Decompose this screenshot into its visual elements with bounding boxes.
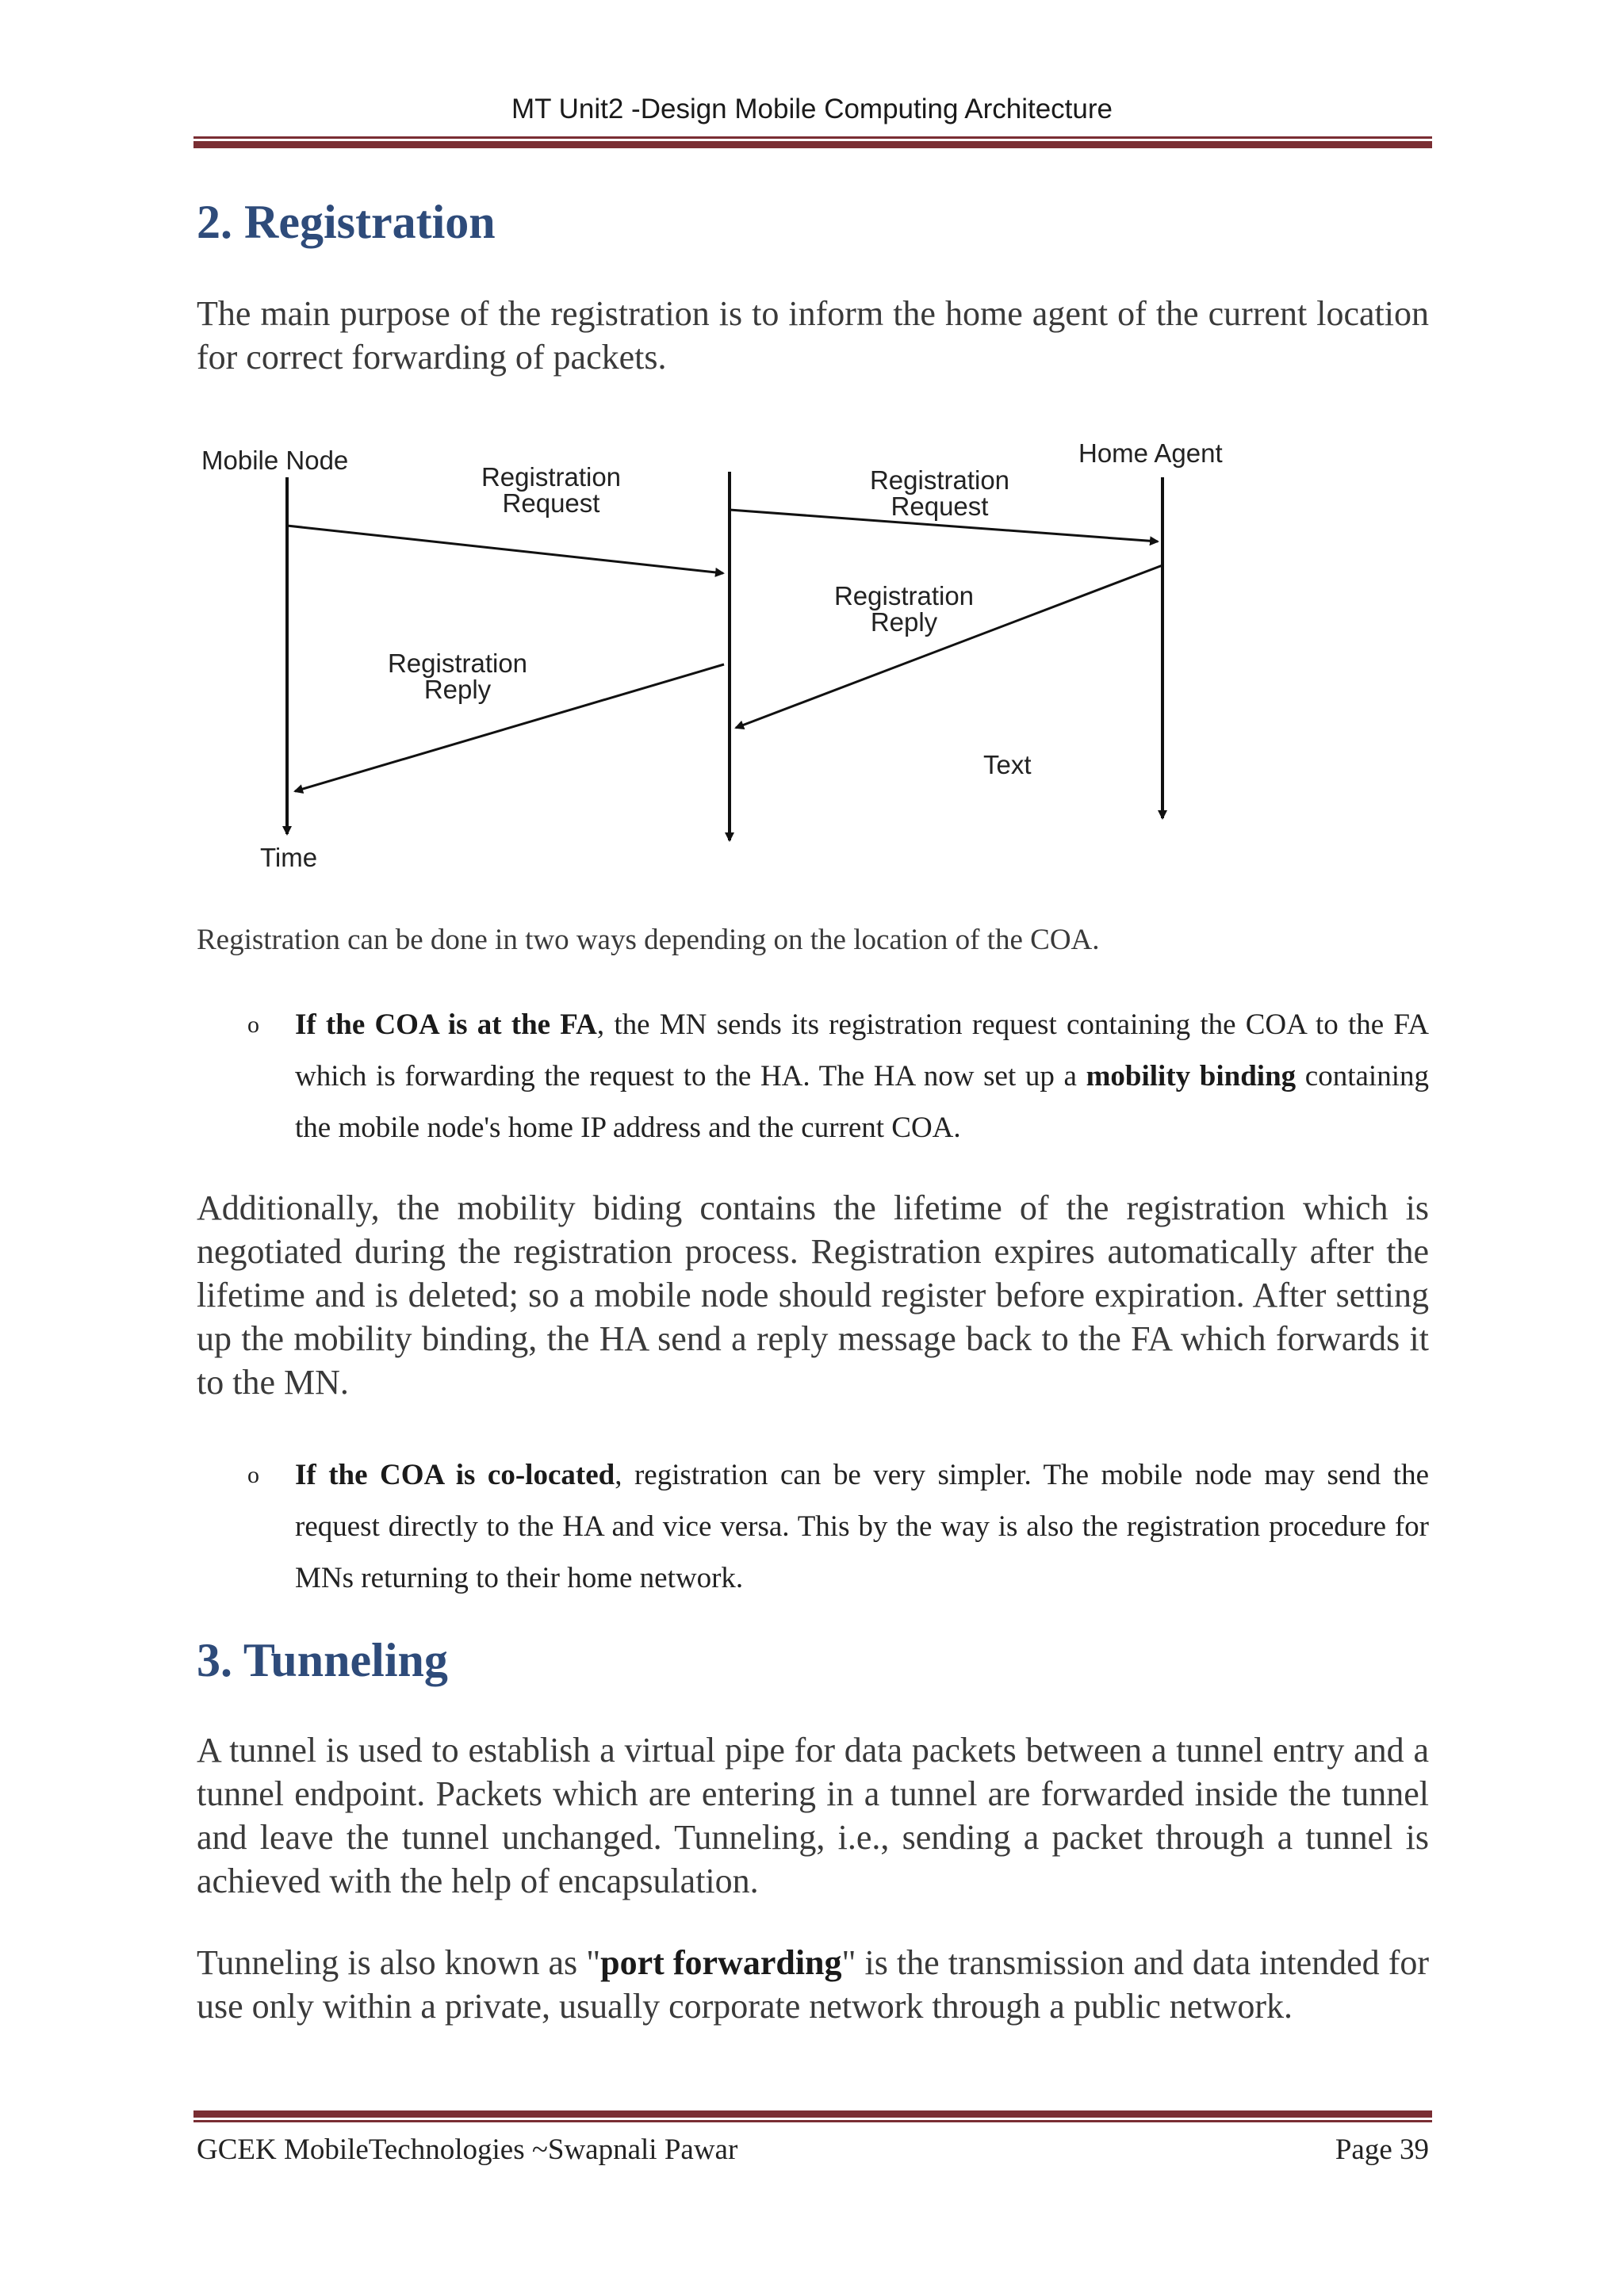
home-agent-label: Home Agent xyxy=(1078,438,1223,468)
registration-intro: The main purpose of the registration is to inform the home agent of the current location for correct forwarding of packets. xyxy=(197,294,1429,377)
bullet-1-text xyxy=(295,999,1429,1154)
request-1-label-line1: Registration xyxy=(481,462,622,492)
registration-ways-text: Registration can be done in two ways depending on the location of the COA. xyxy=(197,924,1100,956)
bullet-2-text xyxy=(295,1449,1429,1604)
bullet-1-bold-1: If the COA is at the FA xyxy=(295,1008,597,1041)
bullet-2-text-1: , registration can be very simpler. The mobile node may send the request directly to the HA and vice versa. This by the way is also the registration procedure for MNs returning to their home network. xyxy=(295,1459,1429,1594)
bullet-1-bold-2: mobility binding xyxy=(1086,1060,1297,1093)
reply-2-label-line2: Reply xyxy=(870,607,938,637)
tunneling-heading: 3. Tunneling xyxy=(197,1634,448,1686)
header-rule-thick xyxy=(193,141,1432,148)
bullet-2-bold-1: If the COA is co-located xyxy=(295,1459,615,1491)
page-header-title: MT Unit2 -Design Mobile Computing Architecture xyxy=(511,94,1113,124)
header-rule-thin xyxy=(193,136,1432,139)
request-1-label-line2: Request xyxy=(502,488,600,518)
reply-1-label-line1: Registration xyxy=(387,649,528,678)
registration-diagram xyxy=(190,428,1300,888)
footer-author: GCEK MobileTechnologies ~Swapnali Pawar xyxy=(197,2133,738,2166)
registration-heading: 2. Registration xyxy=(197,196,496,248)
tunneling-para2-a: Tunneling is also known as " xyxy=(197,1943,601,1982)
registration-request-arrow-1 xyxy=(287,526,723,573)
bullet-2-marker: o xyxy=(247,1462,259,1488)
reply-1-label-line2: Reply xyxy=(423,675,492,704)
request-2-label-line1: Registration xyxy=(869,465,1010,495)
tunneling-para2-bold: port forwarding xyxy=(600,1943,842,1982)
footer-page-number: Page 39 xyxy=(1335,2133,1429,2166)
tunneling-paragraph-1: A tunnel is used to establish a virtual pipe for data packets between a tunnel entry and a tunnel endpoint. Packets which are entering in a tunnel are forwarded inside the tunnel and leave the tunnel unchanged. Tunneling, i.e., sending a packet through a tunnel is achieved with the help of encapsulation. xyxy=(197,1731,1429,1900)
bullet-1-marker: o xyxy=(247,1012,259,1038)
footer-rule xyxy=(193,2110,1432,2122)
footer-rule-thick xyxy=(193,2110,1432,2118)
tunneling-para2-b: " is the transmission and data intended for use only within a private, usually corporate network through a public network. xyxy=(197,1943,1430,2026)
mobile-node-label: Mobile Node xyxy=(201,446,349,475)
reply-2-label-line1: Registration xyxy=(833,581,975,610)
registration-reply-arrow-1 xyxy=(295,664,724,791)
text-label: Text xyxy=(983,750,1032,779)
bullet-1-text-2: containing the mobile node's home IP address and the current COA. xyxy=(295,1060,1429,1144)
request-2-label-line2: Request xyxy=(891,492,989,521)
header-rule xyxy=(193,136,1432,148)
time-label: Time xyxy=(260,843,318,872)
additionally-paragraph: Additionally, the mobility biding contains the lifetime of the registration which is negotiated during the registration process. Registration expires automatically after the lifetime and is deleted; so a mobile node should register before expiration. After setting up the mobility binding, the HA send a reply message back to the FA which forwards it to the MN. xyxy=(197,1188,1429,1402)
footer-rule-thin xyxy=(193,2120,1432,2122)
bullet-1-text-1: , the MN sends its registration request containing the COA to the FA which is forwarding the request to the HA. The HA now set up a xyxy=(295,1008,1429,1093)
tunneling-paragraph-2 xyxy=(197,1941,1429,2028)
